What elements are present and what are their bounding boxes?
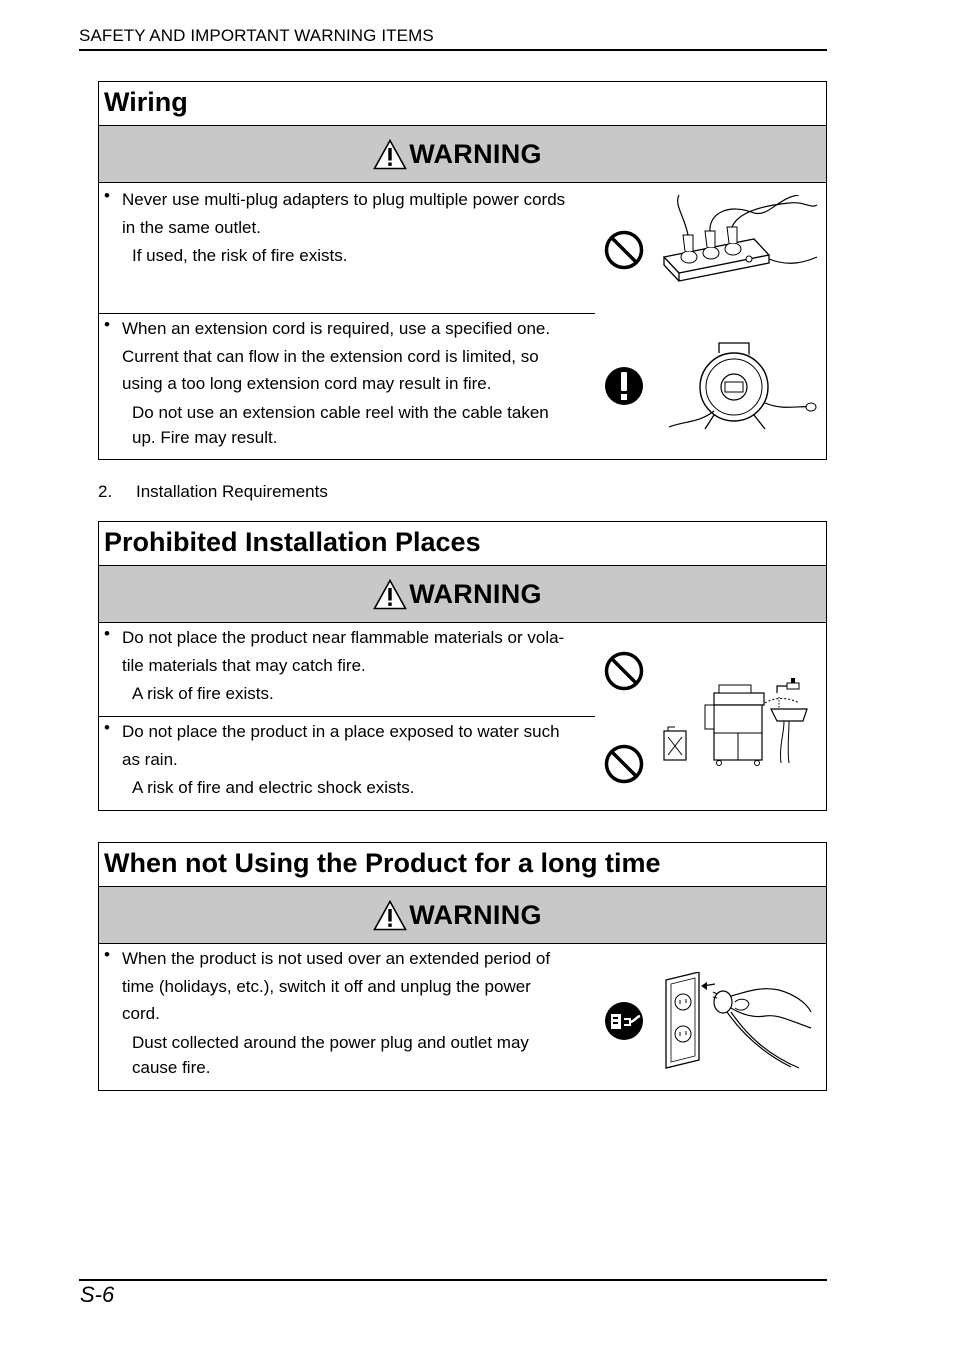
list-item: • Do not place the product in a place exposed to water such as rain. A risk of fire and electric shock exists. <box>99 716 595 808</box>
list-item: • Never use multi-plug adapters to plug multiple power cords in the same outlet. If used, the risk of fire exists. <box>104 186 566 265</box>
warning-label: WARNING <box>409 578 542 609</box>
unplug-illustration <box>661 972 821 1072</box>
footer-rule <box>79 1279 827 1281</box>
section-title: Prohibited Installation Places <box>99 522 826 566</box>
prohibition-icon <box>604 230 644 270</box>
section-title: Wiring <box>99 82 826 126</box>
wiring-section <box>98 81 827 460</box>
warning-banner <box>99 887 826 944</box>
header-rule <box>79 49 827 51</box>
cable-reel-illustration <box>669 341 819 441</box>
page-header: SAFETY AND IMPORTANT WARNING ITEMS <box>79 26 434 45</box>
section-heading: 2. Installation Requirements <box>98 482 328 501</box>
page-number: S-6 <box>80 1282 115 1307</box>
list-item: • When the product is not used over an extended period of time (holidays, etc.), switch it off and unplug the power cord. Dust collected around the power plug and outlet may cause fire. <box>104 945 551 1077</box>
prohibited-section <box>98 521 827 811</box>
prohibition-icon <box>604 744 644 784</box>
warning-label: WARNING <box>409 138 542 169</box>
warning-triangle-icon <box>373 900 407 931</box>
longtime-section <box>98 842 827 1091</box>
unplug-icon <box>604 1001 644 1041</box>
mandatory-action-icon <box>604 366 644 406</box>
warning-triangle-icon <box>373 139 407 170</box>
prohibition-icon <box>604 651 644 691</box>
warning-label: WARNING <box>409 899 542 930</box>
multi-plug-illustration <box>659 195 819 305</box>
warning-banner <box>99 126 826 183</box>
copier-hazards-illustration <box>659 675 819 770</box>
warning-banner <box>99 566 826 623</box>
warning-triangle-icon <box>373 579 407 610</box>
section-title: When not Using the Product for a long time <box>99 843 826 887</box>
list-item: • When an extension cord is required, use a specified one. Current that can flow in the extension cord is limited, so using a too long extension cord may result in fire. Do not use an extension cable reel with the cable taken up. Fire may result. <box>99 313 595 457</box>
list-item: • Do not place the product near flammable materials or vola- tile materials that may catch fire. A risk of fire exists. <box>104 624 565 703</box>
